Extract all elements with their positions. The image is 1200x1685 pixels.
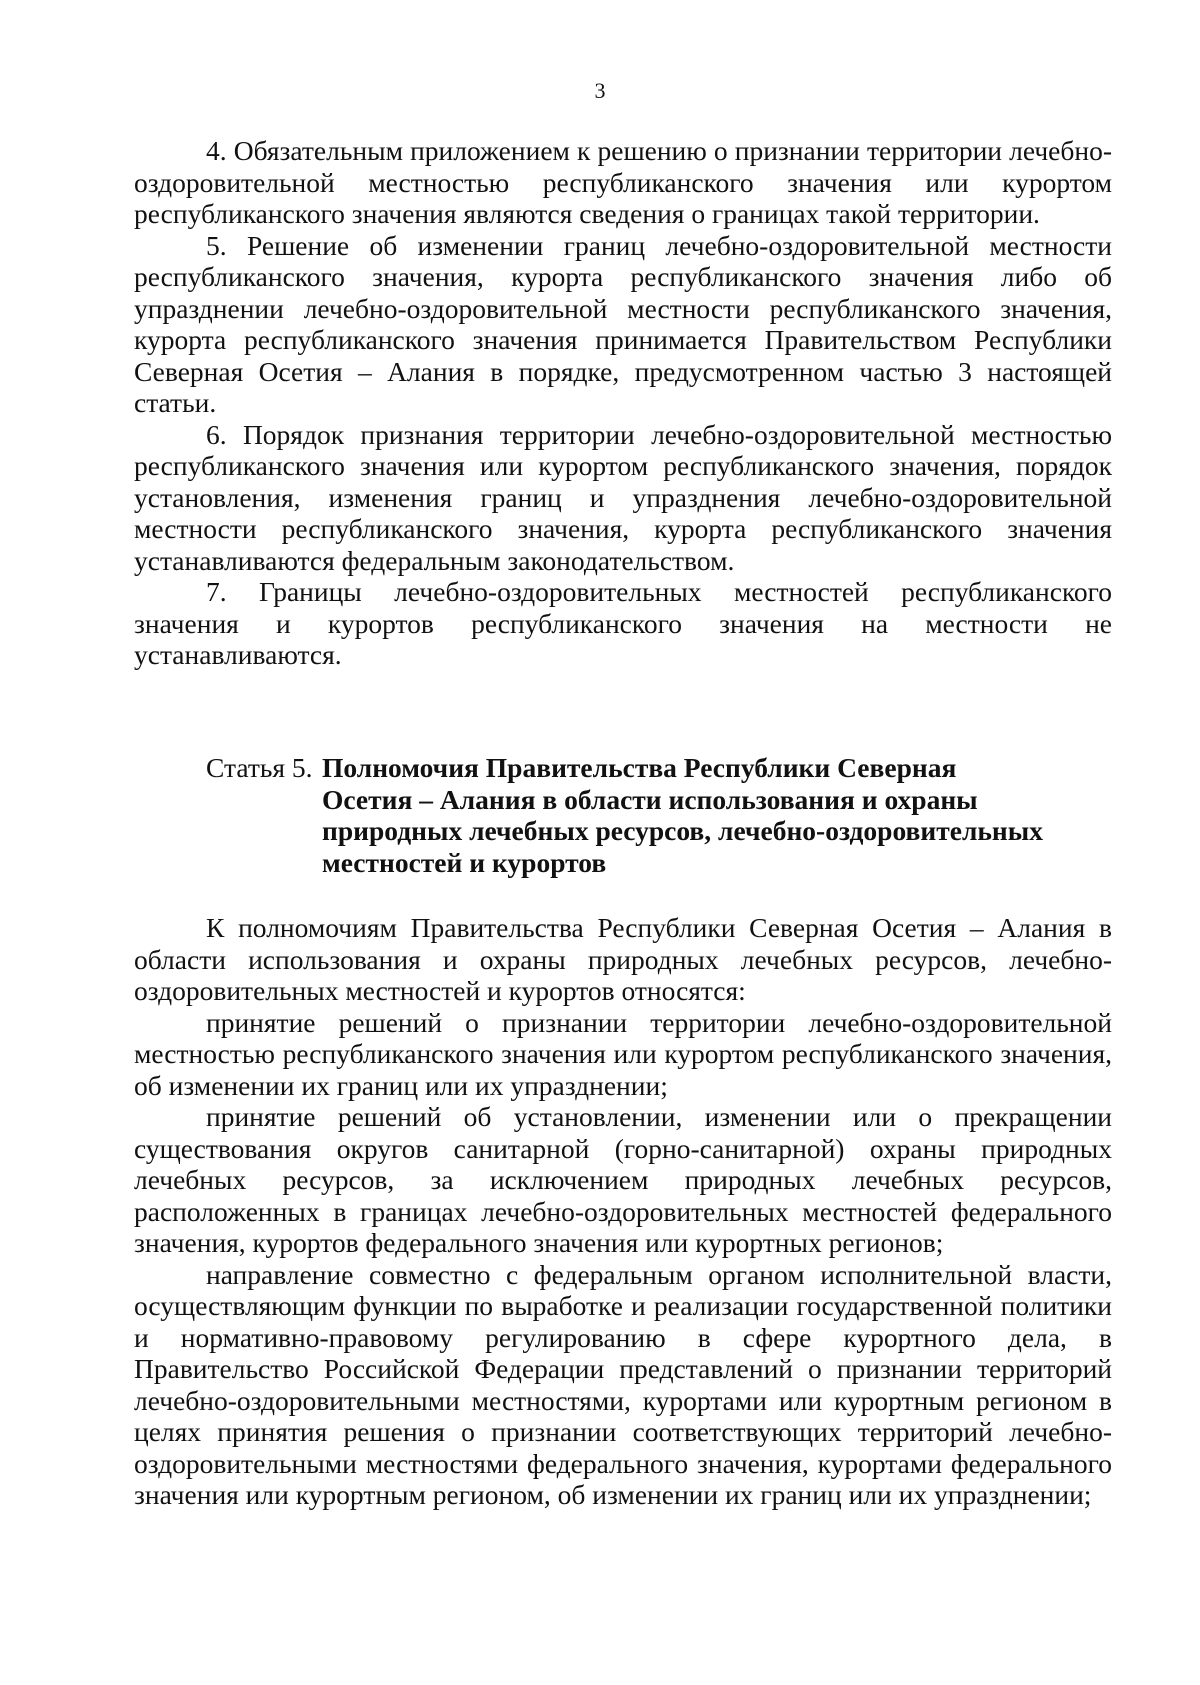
- paragraph-item-7: 7. Границы лечебно-оздоровительных местностей республиканского значения и курортов республиканского значения на местности не устанавливаются.: [134, 576, 1112, 670]
- article-intro-paragraph: К полномочиям Правительства Республики Северная Осетия – Алания в области использования и охраны природных лечебных ресурсов, лечебно-оздоровительных местностей и курортов относятся:: [134, 912, 1112, 1006]
- article-title-line: природных лечебных ресурсов, лечебно-оздоровительных: [322, 815, 1043, 846]
- paragraph-item-5: 5. Решение об изменении границ лечебно-оздоровительной местности республиканского значения, курорта республиканского значения либо об упразднении лечебно-оздоровительной местности республиканского значения, курорта республиканского значения принимается Правительством Республики Северная Осетия – Алания в порядке, предусмотренном частью 3 настоящей статьи.: [134, 229, 1112, 418]
- paragraph-item-4: 4. Обязательным приложением к решению о признании территории лечебно-оздоровительной местностью республиканского значения или курортом республиканского значения являются сведения о границах такой территории.: [134, 135, 1112, 229]
- power-item-sanitary-districts: принятие решений об установлении, изменении или о прекращении существования округов санитарной (горно-санитарной) охраны природных лечебных ресурсов, за исключением природных лечебных ресурсов, расположенных в границах лечебно-оздоровительных местностей федерального значения, курортов федерального значения или курортных регионов;: [134, 1101, 1112, 1258]
- paragraph-block-bottom: [134, 912, 1112, 1511]
- paragraph-item-6: 6. Порядок признания территории лечебно-оздоровительной местностью республиканского значения или курортом республиканского значения, порядок установления, изменения границ и упразднения лечебно-оздоровительной местности республиканского значения, курорта республиканского значения устанавливаются федеральным законодательством.: [134, 418, 1112, 576]
- article-title-line: Полномочия Правительства Республики Северная: [322, 752, 957, 783]
- article-label: Статья 5.: [206, 752, 313, 783]
- article-title: [322, 752, 1082, 878]
- article-title-line: местностей и курортов: [322, 846, 607, 878]
- paragraph-block-top: [134, 135, 1112, 671]
- article-title-line: Осетия – Алания в области использования и охраны: [322, 783, 978, 815]
- page-number: 3: [594, 78, 606, 103]
- power-item-recognition: принятие решений о признании территории лечебно-оздоровительной местностью республиканского значения или курортом республиканского значения, об изменении их границ или их упразднении;: [134, 1006, 1112, 1101]
- power-item-submissions: направление совместно с федеральным органом исполнительной власти, осуществляющим функции по выработке и реализации государственной политики и нормативно-правовому регулированию в сфере курортного дела, в Правительство Российской Федерации представлений о признании территорий лечебно-оздоровительными местностями, курортами или курортным регионом в целях принятия решения о признании соответствующих территорий лечебно-оздоровительными местностями федерального значения, курортами федерального значения или курортным регионом, об изменении их границ или их упразднении;: [134, 1258, 1112, 1510]
